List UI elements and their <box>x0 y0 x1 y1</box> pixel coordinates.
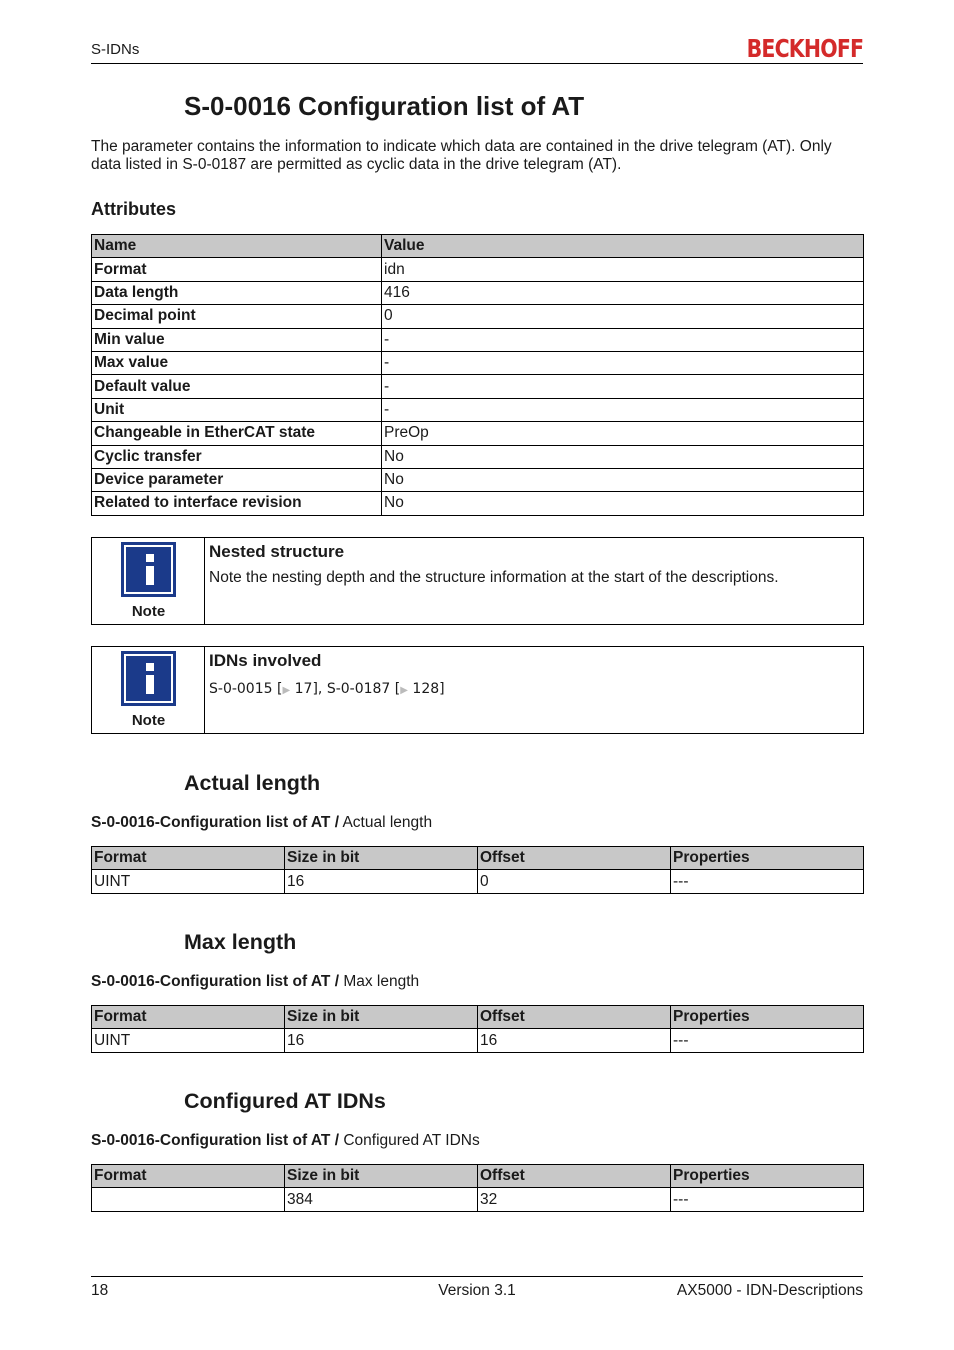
table-row <box>92 445 864 468</box>
attribute-value: idn <box>382 258 864 281</box>
beckhoff-logo: BECKHOFF <box>746 34 863 63</box>
page-ref-arrow-icon: ▶ <box>400 685 408 696</box>
document-version: Version 3.1 <box>438 1282 516 1299</box>
page-title: S-0-0016 Configuration list of AT <box>184 91 585 121</box>
table-row <box>92 398 864 421</box>
attribute-value: PreOp <box>382 422 864 445</box>
attribute-name: Device parameter <box>92 468 382 491</box>
section-heading-actual-length: Actual length <box>184 771 321 795</box>
table-row: UINT 16 16 --- <box>92 1029 864 1052</box>
column-header-value: Value <box>382 235 864 258</box>
note-text: Note the nesting depth and the structure information at the start of the descriptions. <box>209 569 779 586</box>
attribute-value: - <box>382 351 864 374</box>
document-title: AX5000 - IDN-Descriptions <box>676 1282 863 1299</box>
header-section: S-IDNs <box>91 41 140 58</box>
attribute-name: Changeable in EtherCAT state <box>92 422 382 445</box>
table-caption: S-0-0016-Configuration list of AT / Configured AT IDNs <box>91 1132 480 1149</box>
table-row <box>92 468 864 491</box>
attribute-value: No <box>382 468 864 491</box>
table-header-row: Format Size in bit Offset Properties <box>92 847 864 870</box>
note-box-idns-involved <box>91 646 864 734</box>
attribute-name: Related to interface revision <box>92 492 382 515</box>
configured-at-idns-table <box>91 1164 864 1212</box>
attribute-value: - <box>382 398 864 421</box>
attribute-name: Max value <box>92 351 382 374</box>
page-ref-arrow-icon: ▶ <box>282 685 291 696</box>
note-label: Note <box>131 712 166 729</box>
attribute-name: Format <box>92 258 382 281</box>
idn-link-s-0-0015[interactable]: S-0-0015 [▶ 17] <box>209 681 318 697</box>
info-icon <box>121 651 176 706</box>
note-title: Nested structure <box>209 542 345 561</box>
attribute-name: Min value <box>92 328 382 351</box>
attribute-value: 0 <box>382 305 864 328</box>
table-caption: S-0-0016-Configuration list of AT / Max length <box>91 973 420 990</box>
intro-paragraph: The parameter contains the information to indicate which data are contained in the drive telegram (AT). Only data listed in S-0-0187 are permitted as cyclic data in the drive telegram (AT). <box>91 138 832 173</box>
page-number: 18 <box>91 1282 109 1299</box>
table-row <box>92 258 864 281</box>
info-icon <box>121 542 176 597</box>
column-header-name: Name <box>92 235 382 258</box>
attribute-value: - <box>382 328 864 351</box>
table-row <box>92 492 864 515</box>
attribute-value: No <box>382 445 864 468</box>
table-caption: S-0-0016-Configuration list of AT / Actual length <box>91 814 433 831</box>
actual-length-table <box>91 846 864 894</box>
note-title: IDNs involved <box>209 651 322 670</box>
table-row <box>92 281 864 304</box>
section-heading-max-length: Max length <box>184 930 297 954</box>
table-row: UINT 16 0 --- <box>92 870 864 893</box>
table-row <box>92 375 864 398</box>
attribute-name: Cyclic transfer <box>92 445 382 468</box>
attribute-value: - <box>382 375 864 398</box>
idn-link-s-0-0187[interactable]: S-0-0187 [▶ 128] <box>326 681 445 697</box>
note-label: Note <box>131 603 166 620</box>
attribute-name: Unit <box>92 398 382 421</box>
table-row: 384 32 --- <box>92 1188 864 1211</box>
page-footer <box>91 1276 863 1299</box>
table-header-row <box>92 235 864 258</box>
table-row <box>92 305 864 328</box>
attribute-value: No <box>382 492 864 515</box>
idn-links: S-0-0015 [▶ 17], S-0-0187 [▶ 128] <box>209 681 445 697</box>
page-header <box>91 36 863 64</box>
attributes-heading: Attributes <box>91 199 176 219</box>
table-row <box>92 351 864 374</box>
max-length-table <box>91 1005 864 1053</box>
section-heading-configured-at-idns: Configured AT IDNs <box>184 1089 386 1113</box>
table-row <box>92 328 864 351</box>
table-header-row: Format Size in bit Offset Properties <box>92 1165 864 1188</box>
table-header-row: Format Size in bit Offset Properties <box>92 1006 864 1029</box>
attribute-value: 416 <box>382 281 864 304</box>
attributes-table <box>91 234 864 516</box>
attribute-name: Default value <box>92 375 382 398</box>
note-box-nested-structure <box>91 537 864 625</box>
attribute-name: Decimal point <box>92 305 382 328</box>
note-icon-cell <box>92 647 205 733</box>
table-row <box>92 422 864 445</box>
note-icon-cell <box>92 538 205 624</box>
attribute-name: Data length <box>92 281 382 304</box>
